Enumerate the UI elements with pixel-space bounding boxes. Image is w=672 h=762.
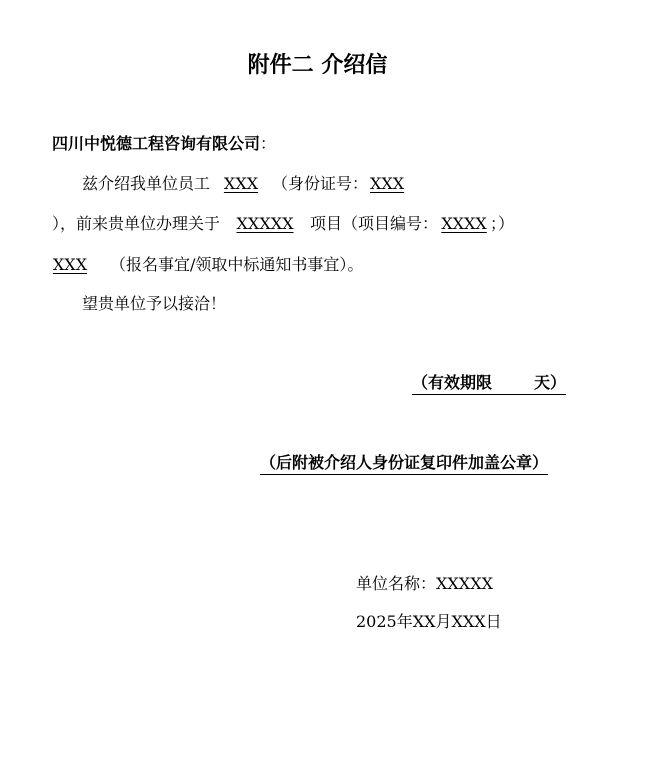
employee-name-field: XXX: [223, 174, 259, 193]
document-title: 附件二 介绍信: [247, 53, 388, 78]
id-number-field: XXX: [369, 174, 405, 193]
line1-prefix: 兹介绍我单位员工: [82, 174, 211, 193]
date-line: 2025年XX月XXX日: [356, 612, 502, 631]
recipient-colon: ：: [260, 134, 277, 153]
line2-prefix: ），前来贵单位办理关于: [52, 214, 221, 233]
line3-suffix: （报名事宜/领取中标通知书事宜）。: [110, 255, 364, 274]
body-line-1: [82, 174, 406, 194]
recipient-line: [52, 134, 276, 154]
body-line-4: 望贵单位予以接洽！: [82, 294, 227, 313]
registration-field: XXX: [52, 255, 88, 274]
line2-mid: 项目（项目编号：: [310, 214, 439, 233]
recipient-name: 四川中悦德工程咨询有限公司: [52, 134, 261, 153]
validity-suffix: 天）: [534, 373, 567, 392]
attachment-note: （后附被介绍人身份证复印件加盖公章）: [260, 453, 548, 475]
project-name-field: XXXXX: [236, 214, 294, 233]
unit-label: 单位名称：: [356, 574, 437, 593]
validity-prefix: （有效期限: [412, 373, 493, 392]
validity-period: [412, 373, 566, 395]
unit-name: XXXXX: [436, 574, 493, 593]
body-line-2: [52, 214, 514, 234]
unit-name-line: [356, 574, 493, 594]
line2-suffix: ；）: [490, 214, 515, 233]
body-line-3: [52, 255, 363, 275]
line1-mid: （身份证号：: [272, 174, 369, 193]
project-number-field: XXXX: [441, 214, 487, 233]
